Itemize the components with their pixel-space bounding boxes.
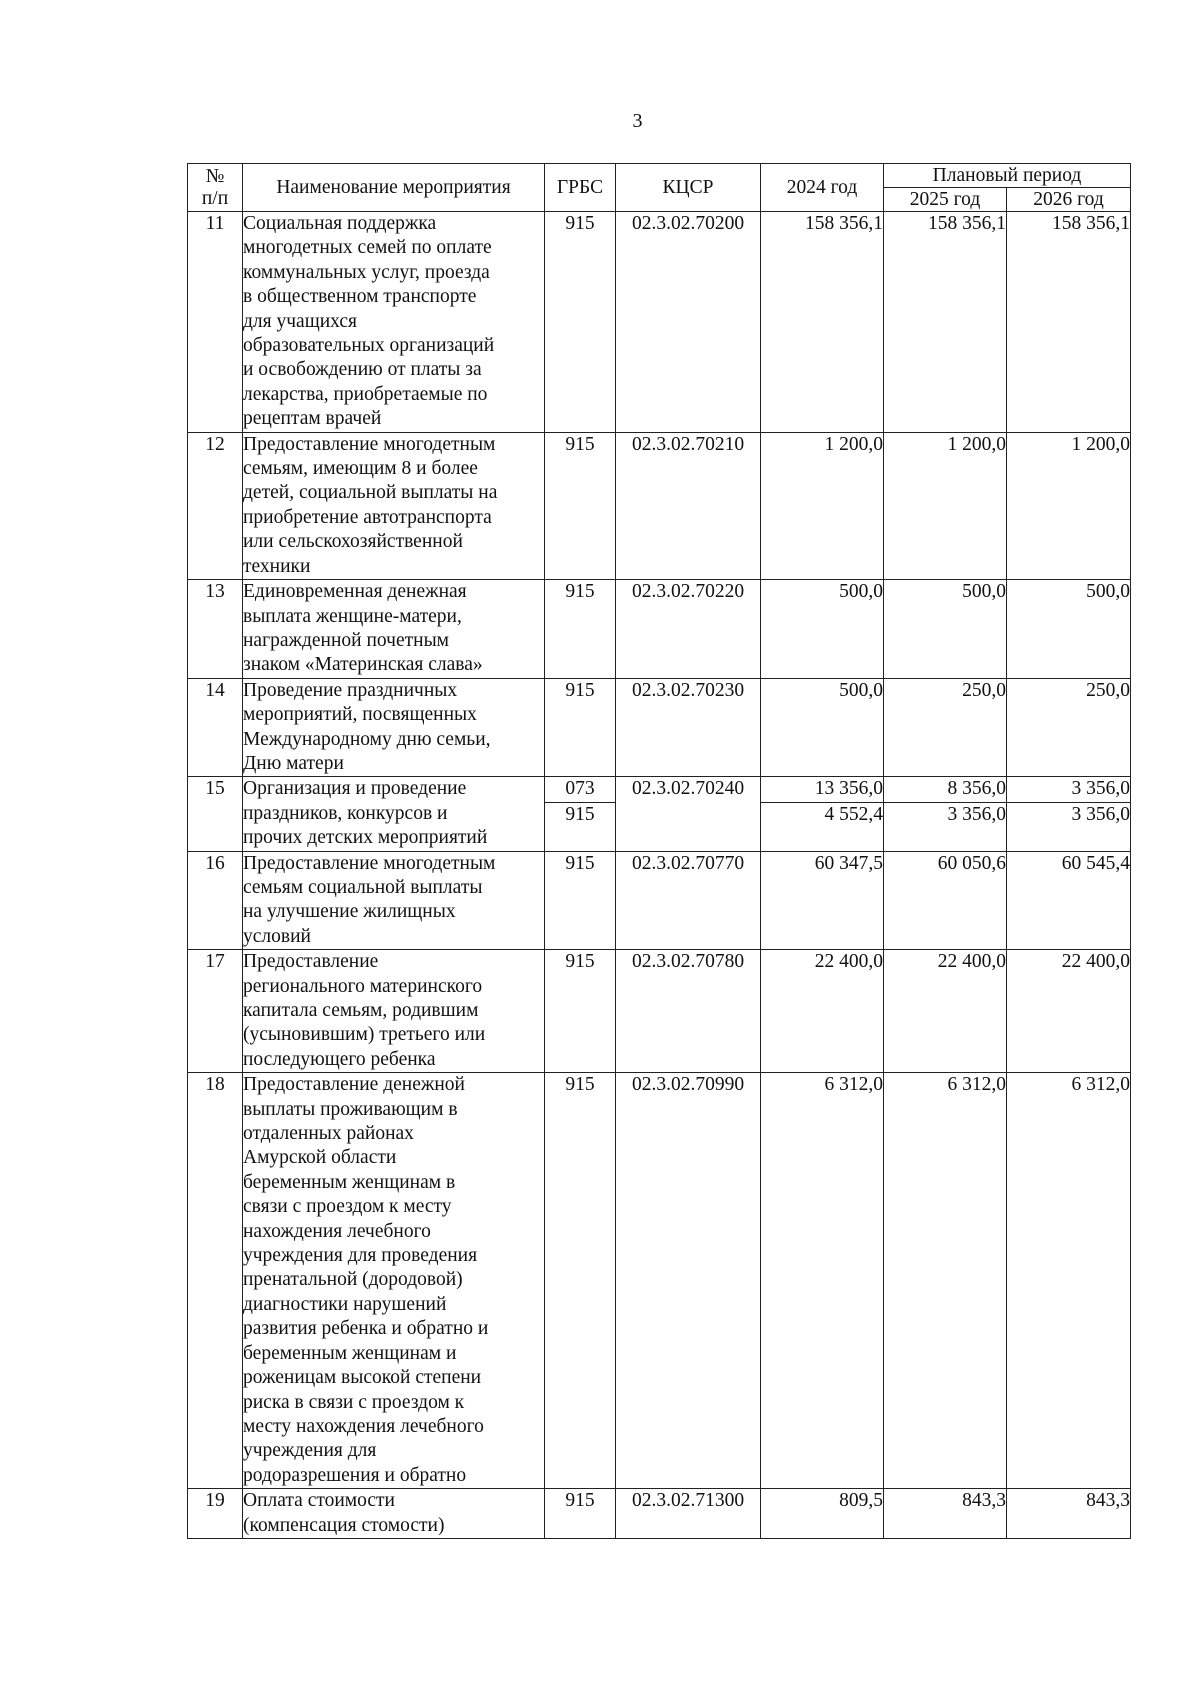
value-2024: 1 200,0 <box>761 432 884 579</box>
value-2025: 500,0 <box>884 580 1007 679</box>
activity-name-line: техники <box>243 555 311 577</box>
table-row <box>188 1073 1131 1489</box>
table-row <box>188 580 1131 679</box>
activity-name-line: семьям, имеющим 8 и более <box>243 458 478 480</box>
value-2026: 22 400,0 <box>1007 950 1131 1073</box>
grbs-code <box>545 777 616 851</box>
row-number: 17 <box>188 950 243 1073</box>
activity-name-line: для учащихся <box>243 310 357 332</box>
kcsr-code: 02.3.02.70780 <box>616 950 761 1073</box>
value-line-2: 3 356,0 <box>947 803 1006 825</box>
row-number: 12 <box>188 432 243 579</box>
table-row <box>188 1489 1131 1539</box>
value-line-1: 3 356,0 <box>1007 777 1130 802</box>
activity-name-line: Организация и проведение <box>243 778 467 800</box>
activity-name-line: отдаленных районах <box>243 1123 414 1145</box>
activity-name-line: последующего ребенка <box>243 1048 436 1070</box>
activity-name <box>243 851 545 950</box>
activity-name-line: коммунальных услуг, проезда <box>243 261 490 283</box>
header-grbs: ГРБС <box>545 164 616 212</box>
value-2025: 843,3 <box>884 1489 1007 1539</box>
value-line-2: 3 356,0 <box>1071 803 1131 825</box>
row-number: 19 <box>188 1489 243 1539</box>
activity-name <box>243 580 545 679</box>
activity-name-line: Предоставление денежной <box>243 1074 465 1096</box>
activity-name-line: (компенсация стомости) <box>243 1514 445 1536</box>
value-2025: 6 312,0 <box>884 1073 1007 1489</box>
value-2026: 1 200,0 <box>1007 432 1131 579</box>
activity-name-line: нахождения лечебного <box>243 1220 431 1242</box>
activity-name-line: Амурской области <box>243 1147 397 1169</box>
activity-name-line: и освобождению от платы за <box>243 359 482 381</box>
value-2024: 500,0 <box>761 580 884 679</box>
value-2025: 1 200,0 <box>884 432 1007 579</box>
header-2026: 2026 год <box>1007 188 1131 212</box>
header-2025: 2025 год <box>884 188 1007 212</box>
activity-name-line: беременным женщинам и <box>243 1342 457 1364</box>
activity-name-line: мероприятий, посвященных <box>243 704 477 726</box>
value-2024: 6 312,0 <box>761 1073 884 1489</box>
activity-name <box>243 950 545 1073</box>
activity-name-line: Дню матери <box>243 752 344 774</box>
activity-name-line: Предоставление <box>243 951 379 973</box>
kcsr-code: 02.3.02.70200 <box>616 212 761 433</box>
kcsr-code: 02.3.02.70230 <box>616 678 761 777</box>
activity-name-line: приобретение автотранспорта <box>243 506 492 528</box>
activity-name-line: Предоставление многодетным <box>243 852 496 874</box>
activity-name-line: Предоставление многодетным <box>243 433 496 455</box>
activity-name-line: семьям социальной выплаты <box>243 876 483 898</box>
value-2024: 60 347,5 <box>761 851 884 950</box>
header-num-line2: п/п <box>201 187 229 209</box>
activity-name-line: регионального материнского <box>243 975 483 997</box>
kcsr-code: 02.3.02.70220 <box>616 580 761 679</box>
value-2024: 22 400,0 <box>761 950 884 1073</box>
row-number: 14 <box>188 678 243 777</box>
value-line-2: 4 552,4 <box>824 803 883 825</box>
value-2026 <box>1007 777 1131 851</box>
activity-name-line: Проведение праздничных <box>243 679 458 701</box>
grbs-code: 915 <box>545 580 616 679</box>
header-2024: 2024 год <box>761 164 884 212</box>
activity-name-line: условий <box>243 925 311 947</box>
activity-name-line: выплаты проживающим в <box>243 1098 458 1120</box>
activity-name-line: на улучшение жилищных <box>243 901 456 923</box>
activity-name-line: беременным женщинам в <box>243 1171 456 1193</box>
grbs-code: 915 <box>545 1489 616 1539</box>
activity-name-line: связи с проездом к месту <box>243 1196 452 1218</box>
row-number: 15 <box>188 777 243 851</box>
activity-name-line: риска в связи с проездом к <box>243 1391 465 1413</box>
activity-name-line: развития ребенка и обратно и <box>243 1318 489 1340</box>
kcsr-code: 02.3.02.70210 <box>616 432 761 579</box>
activity-name-line: Международному дню семьи, <box>243 728 491 750</box>
activity-name-line: в общественном транспорте <box>243 286 477 308</box>
activity-name-line: Оплата стоимости <box>243 1490 395 1512</box>
kcsr-code: 02.3.02.70240 <box>616 777 761 851</box>
activity-name-line: родоразрешения и обратно <box>243 1464 467 1486</box>
activity-name-line: праздников, конкурсов и <box>243 802 448 824</box>
value-2025: 250,0 <box>884 678 1007 777</box>
grbs-code: 915 <box>545 950 616 1073</box>
table-row <box>188 777 1131 851</box>
row-number: 11 <box>188 212 243 433</box>
kcsr-code: 02.3.02.71300 <box>616 1489 761 1539</box>
activity-name-line: образовательных организаций <box>243 335 495 357</box>
activity-name-line: или сельскохозяйственной <box>243 531 463 553</box>
value-line-2: 915 <box>565 803 595 825</box>
kcsr-code: 02.3.02.70990 <box>616 1073 761 1489</box>
budget-table <box>187 163 1131 1539</box>
row-number: 13 <box>188 580 243 679</box>
activity-name-line: учреждения для проведения <box>243 1245 478 1267</box>
table-row <box>188 432 1131 579</box>
activity-name <box>243 1489 545 1539</box>
activity-name-line: прочих детских мероприятий <box>243 827 488 849</box>
value-2024: 500,0 <box>761 678 884 777</box>
activity-name-line: лекарства, приобретаемые по <box>243 383 488 405</box>
header-num <box>188 164 243 212</box>
activity-name-line: диагностики нарушений <box>243 1293 447 1315</box>
value-2025 <box>884 777 1007 851</box>
activity-name <box>243 432 545 579</box>
row-number: 16 <box>188 851 243 950</box>
page-number: 3 <box>632 110 643 132</box>
activity-name-line: капитала семьям, родившим <box>243 1000 479 1021</box>
activity-name-line: детей, социальной выплаты на <box>243 482 498 504</box>
value-2025: 22 400,0 <box>884 950 1007 1073</box>
activity-name-line: многодетных семей по оплате <box>243 237 492 259</box>
grbs-code: 915 <box>545 212 616 433</box>
activity-name-line: Социальная поддержка <box>243 213 437 234</box>
activity-name-line: награжденной почетным <box>243 629 450 651</box>
value-line-1: 073 <box>545 777 615 802</box>
value-2026: 158 356,1 <box>1007 212 1131 433</box>
table-body <box>188 212 1131 1539</box>
activity-name-line: Единовременная денежная <box>243 581 467 603</box>
kcsr-code: 02.3.02.70770 <box>616 851 761 950</box>
header-num-line1: № <box>205 165 225 187</box>
grbs-code: 915 <box>545 1073 616 1489</box>
table-row <box>188 678 1131 777</box>
table-row <box>188 950 1131 1073</box>
activity-name <box>243 212 545 433</box>
activity-name-line: знаком «Материнская слава» <box>243 654 483 676</box>
activity-name <box>243 678 545 777</box>
table-row <box>188 851 1131 950</box>
grbs-code: 915 <box>545 432 616 579</box>
activity-name <box>243 777 545 851</box>
value-2024 <box>761 777 884 851</box>
header-name: Наименование мероприятия <box>243 164 545 212</box>
header-plan-period: Плановый период <box>884 164 1131 188</box>
activity-name <box>243 1073 545 1489</box>
activity-name-line: учреждения для <box>243 1440 377 1462</box>
grbs-code: 915 <box>545 851 616 950</box>
header-kcsr: КЦСР <box>616 164 761 212</box>
activity-name-line: месту нахождения лечебного <box>243 1415 484 1437</box>
activity-name-line: роженицам высокой степени <box>243 1367 482 1389</box>
value-2026: 250,0 <box>1007 678 1131 777</box>
value-2026: 6 312,0 <box>1007 1073 1131 1489</box>
value-2024: 158 356,1 <box>761 212 884 433</box>
value-2026: 500,0 <box>1007 580 1131 679</box>
value-2026: 60 545,4 <box>1007 851 1131 950</box>
value-line-1: 13 356,0 <box>761 777 883 802</box>
activity-name-line: выплата женщине-матери, <box>243 605 462 627</box>
value-2024: 809,5 <box>761 1489 884 1539</box>
row-number: 18 <box>188 1073 243 1489</box>
activity-name-line: рецептам врачей <box>243 408 382 430</box>
table-header <box>188 164 1131 212</box>
value-line-1: 8 356,0 <box>884 777 1006 802</box>
grbs-code: 915 <box>545 678 616 777</box>
value-2025: 60 050,6 <box>884 851 1007 950</box>
activity-name-line: пренатальной (дородовой) <box>243 1269 463 1291</box>
value-2025: 158 356,1 <box>884 212 1007 433</box>
table-row <box>188 212 1131 433</box>
value-2026: 843,3 <box>1007 1489 1131 1539</box>
activity-name-line: (усыновившим) третьего или <box>243 1024 486 1046</box>
